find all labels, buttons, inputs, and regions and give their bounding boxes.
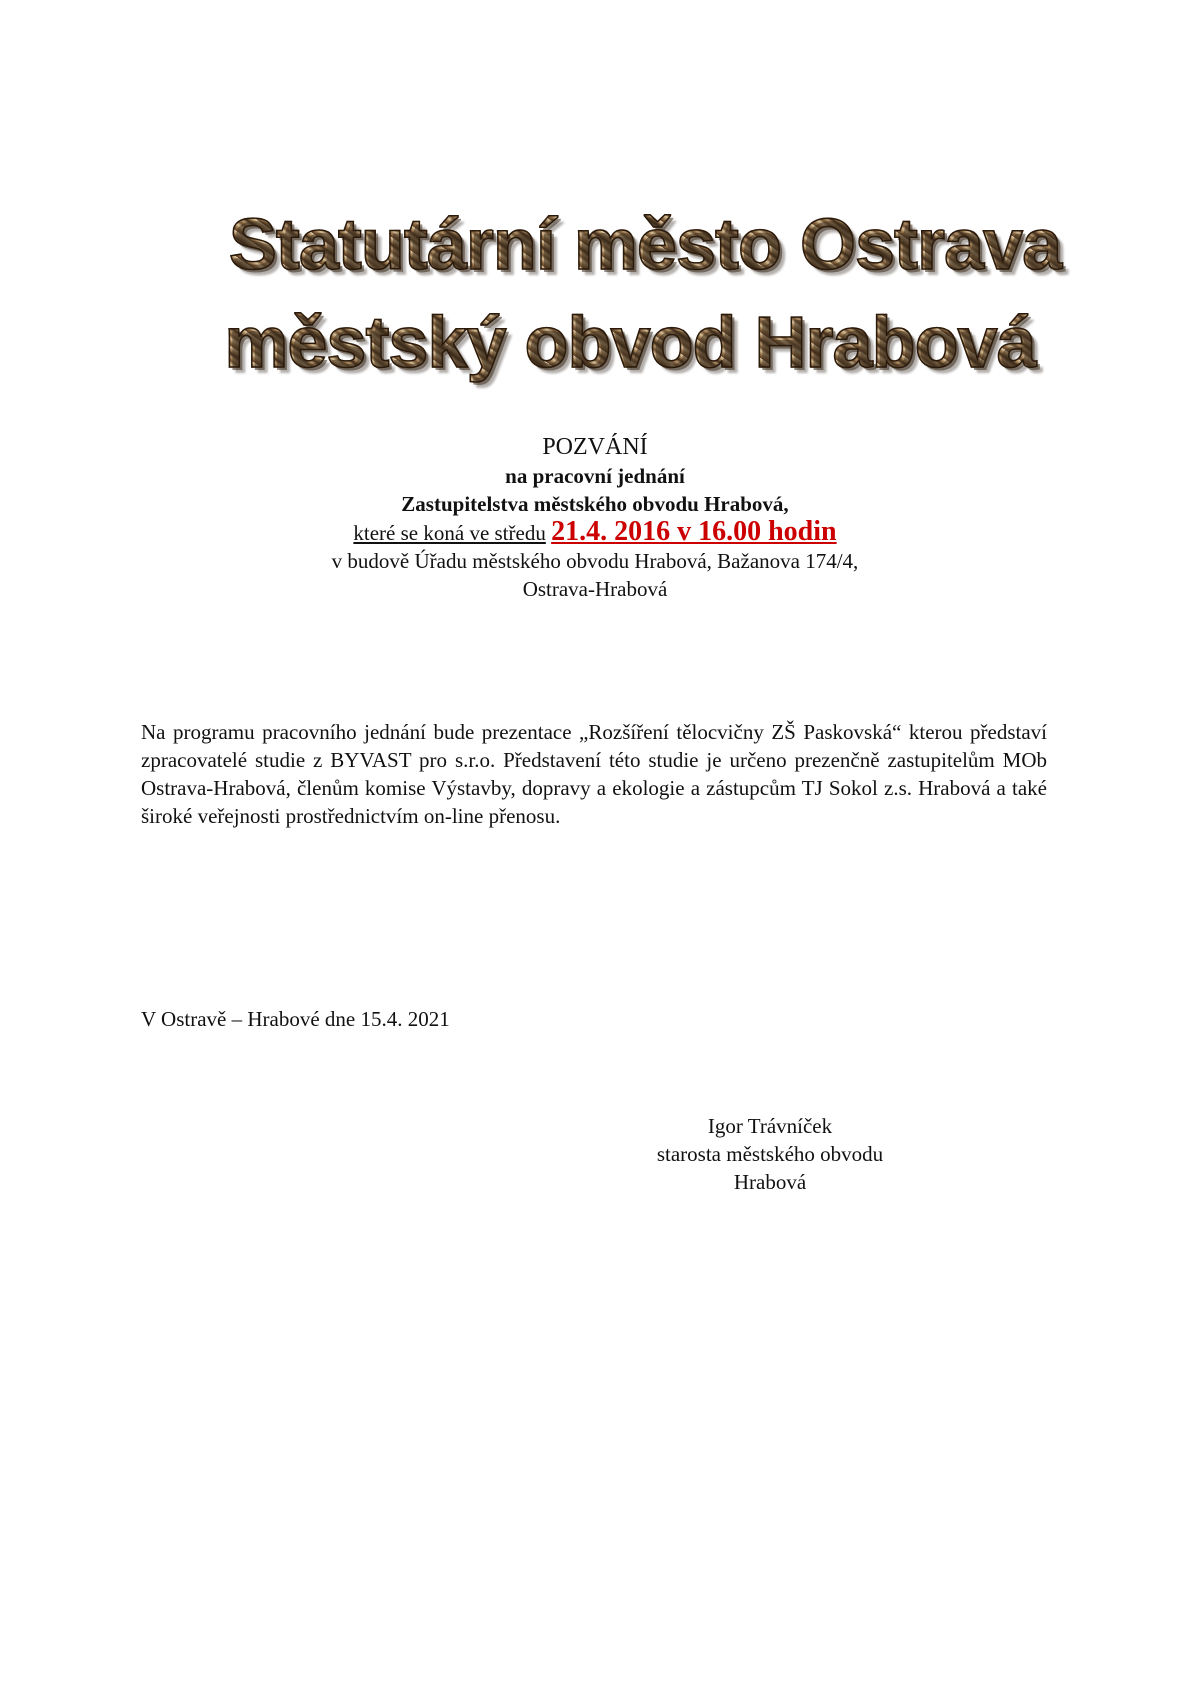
municipality-header <box>170 196 1110 392</box>
invitation-subtitle: na pracovní jednání <box>505 464 685 488</box>
header-district-name: městský obvod Hrabová <box>150 294 1110 392</box>
invitation-when-prefix: které se koná ve středu <box>353 521 546 545</box>
program-paragraph: Na programu pracovního jednání bude prezentace „Rozšíření tělocvičny ZŠ Paskovská“ kterou představí zpracovatelé studie z BYVAST pro s.r.o. Představení této studie je určeno prezenčně zastupitelům MOb Ostrava-Hrabová, členům komise Výstavby, dopravy a ekologie a zástupcům TJ Sokol z.s. Hrabová a také široké veřejnosti prostřednictvím on-line přenosu. <box>141 720 1047 828</box>
signatory-name: Igor Trávníček <box>707 1114 833 1138</box>
invitation-block <box>200 432 990 603</box>
signatory-role: starosta městského obvodu <box>656 1142 884 1166</box>
invitation-when-date: 21.4. 2016 v 16.00 hodin <box>551 516 837 547</box>
issue-date-line: V Ostravě – Hrabové dne 15.4. 2021 <box>141 1007 450 1031</box>
signatory-district: Hrabová <box>733 1170 807 1194</box>
invitation-when <box>200 518 990 547</box>
invitation-title: POZVÁNÍ <box>542 434 648 460</box>
invitation-body-name: Zastupitelstva městského obvodu Hrabová, <box>401 492 789 516</box>
invitation-location-line2: Ostrava-Hrabová <box>522 577 668 601</box>
signature-block <box>600 1112 940 1196</box>
header-city-name: Statutární město Ostrava <box>180 196 1110 294</box>
invitation-location-line1: v budově Úřadu městského obvodu Hrabová, Bažanova 174/4, <box>331 549 859 573</box>
